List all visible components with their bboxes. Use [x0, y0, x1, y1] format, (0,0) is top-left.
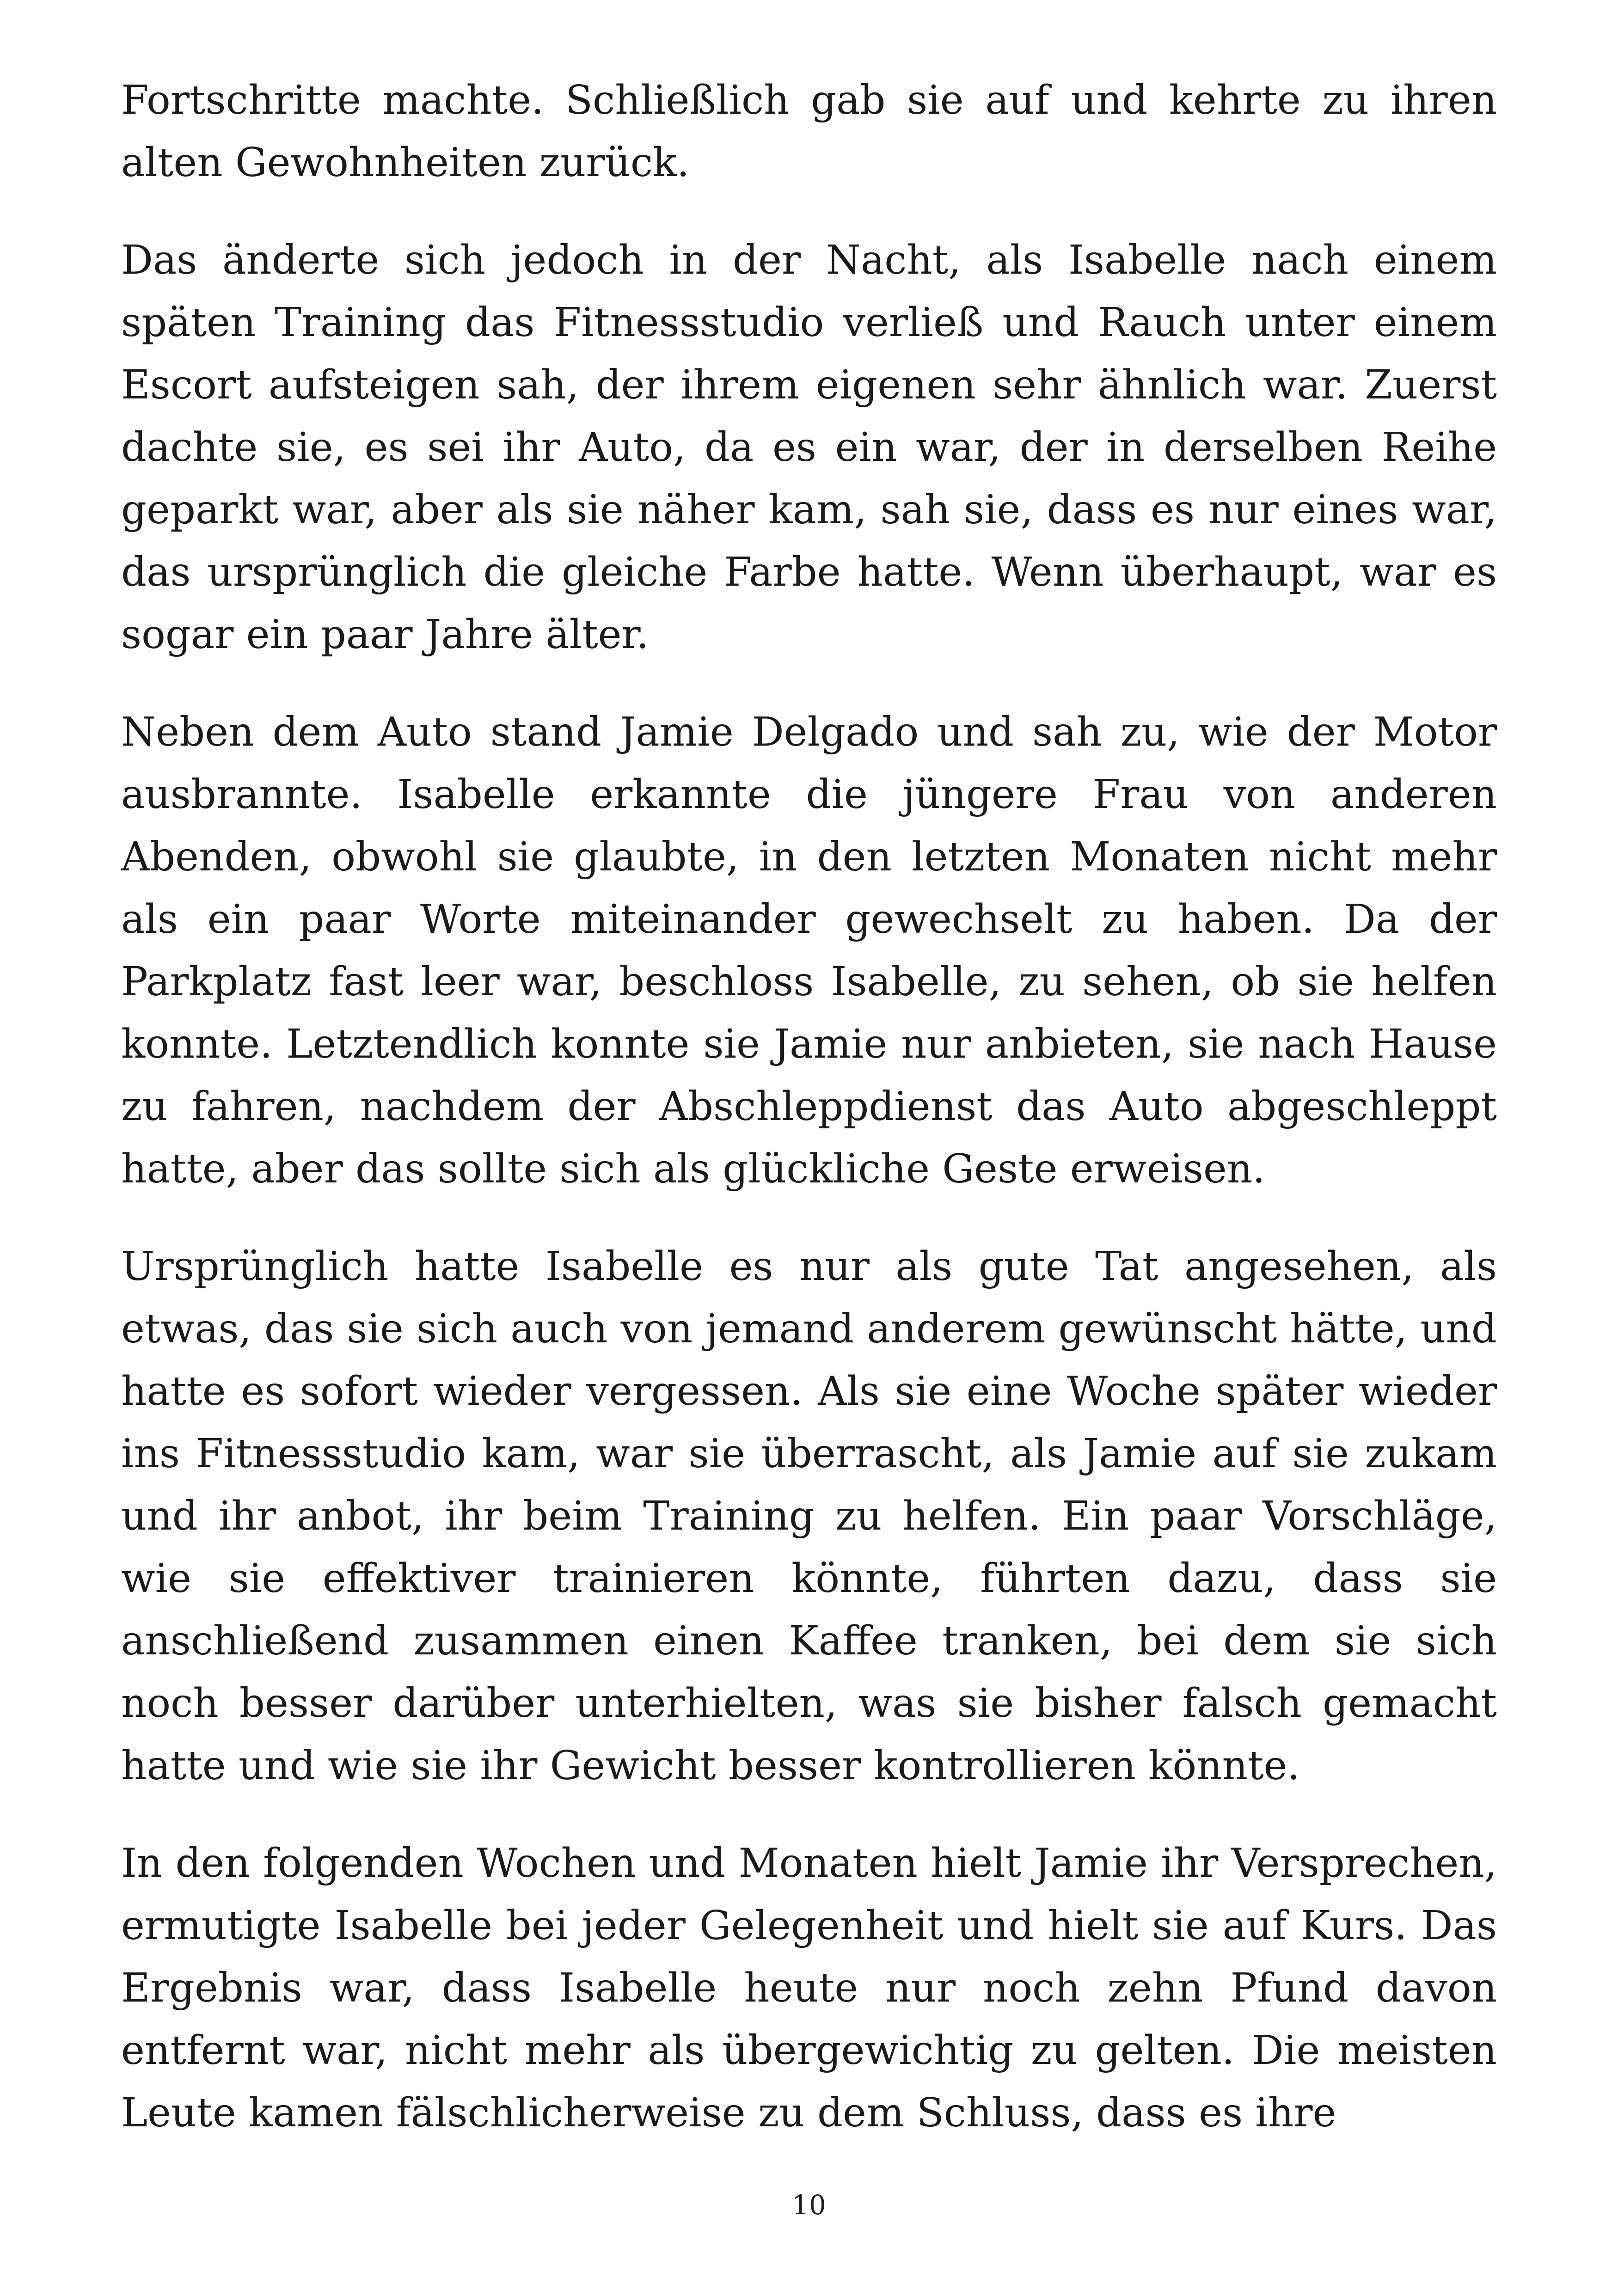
body-text — [121, 69, 1497, 2144]
paragraph-5: In den folgenden Wochen und Monaten hielt Jamie ihr Versprechen, ermutigte Isabelle bei jeder Gelegenheit und hielt sie auf Kurs. Das Ergebnis war, dass Isabelle heute nur noch zehn Pfund davon entfernt war, nicht mehr als übergewichtig zu gelten. Die meisten Leute kamen fälschlicherweise zu dem Schluss, dass es ihre — [121, 1840, 1497, 2136]
paragraph-3: Neben dem Auto stand Jamie Delgado und sah zu, wie der Motor ausbrannte. Isabelle erkannte die jüngere Frau von anderen Abenden, obwohl sie glaubte, in den letzten Monaten nicht mehr als ein paar Worte miteinander gewechselt zu haben. Da der Parkplatz fast leer war, beschloss Isabelle, zu sehen, ob sie helfen konnte. Letztendlich konnte sie Jamie nur anbieten, sie nach Hause zu fahren, nachdem der Abschleppdienst das Auto abgeschleppt hatte, aber das sollte sich als glückliche Geste erweisen. — [121, 709, 1497, 1192]
paragraph-4: Ursprünglich hatte Isabelle es nur als gute Tat angesehen, als etwas, das sie sich auch von jemand anderem gewünscht hätte, und hatte es sofort wieder vergessen. Als sie eine Woche später wieder ins Fitnessstudio kam, war sie überrascht, als Jamie auf sie zukam und ihr anbot, ihr beim Training zu helfen. Ein paar Vorschläge, wie sie effektiver trainieren könnte, führten dazu, dass sie anschließend zusammen einen Kaffee tranken, bei dem sie sich noch besser darüber unterhielten, was sie bisher falsch gemacht hatte und wie sie ihr Gewicht besser kontrollieren könnte. — [121, 1243, 1497, 1789]
paragraph-1: Fortschritte machte. Schließlich gab sie auf und kehrte zu ihren alten Gewohnheiten zurück. — [121, 77, 1497, 186]
paragraph-2: Das änderte sich jedoch in der Nacht, als Isabelle nach einem späten Training das Fitnessstudio verließ und Rauch unter einem Escort aufsteigen sah, der ihrem eigenen sehr ähnlich war. Zuerst dachte sie, es sei ihr Auto, da es ein war, der in derselben Reihe geparkt war, aber als sie näher kam, sah sie, dass es nur eines war, das ursprünglich die gleiche Farbe hatte. Wenn überhaupt, war es sogar ein paar Jahre älter. — [121, 237, 1497, 658]
page-number: 10 — [792, 2189, 826, 2221]
